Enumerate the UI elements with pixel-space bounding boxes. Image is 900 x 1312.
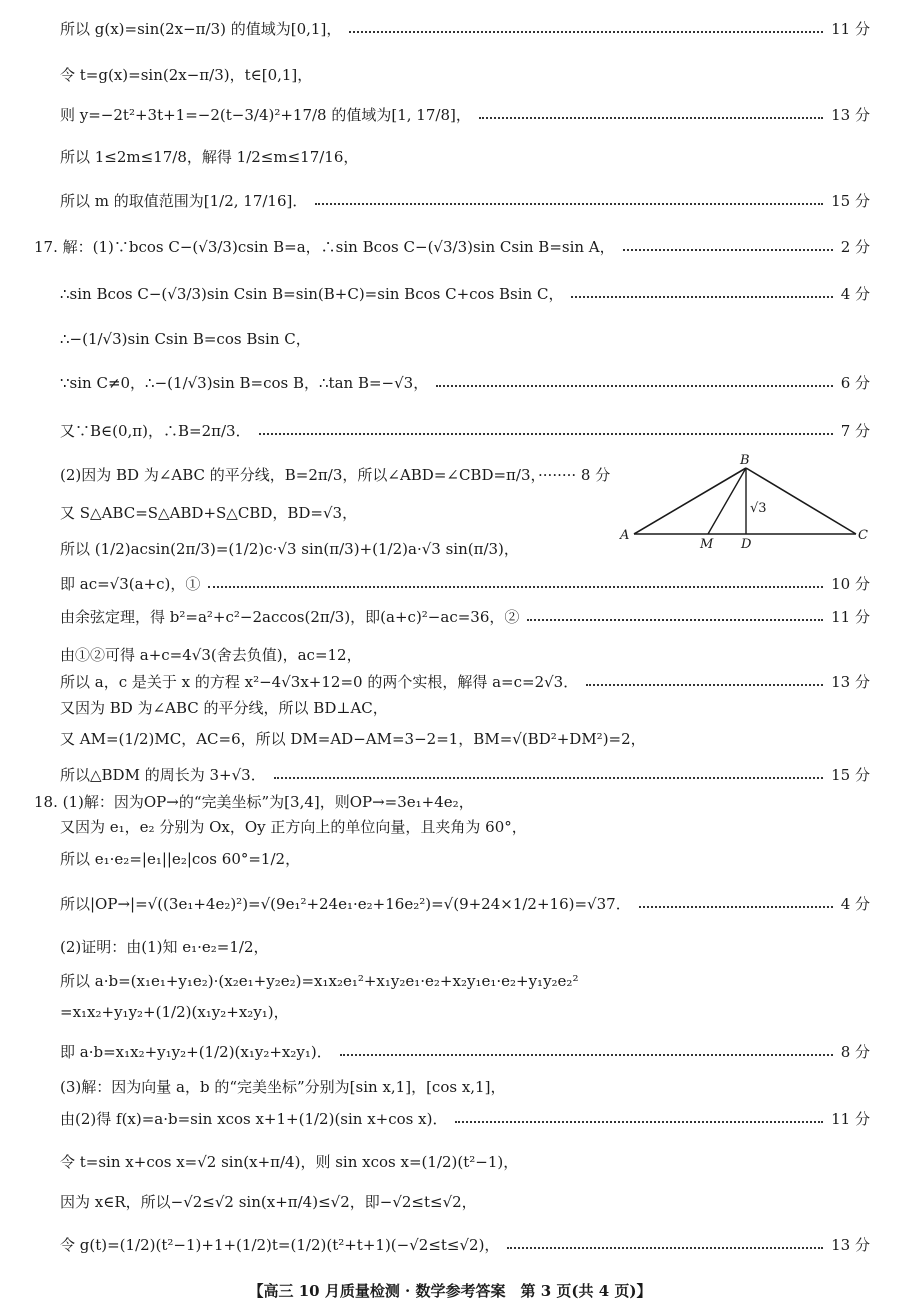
leader-dots	[639, 906, 833, 908]
label-c: C	[858, 528, 868, 543]
triangle-figure	[618, 452, 870, 548]
line-text: 令 g(t)=(1/2)(t²−1)+1+(1/2)t=(1/2)(t²+t+1)(−√2≤t≤√2)，	[60, 1236, 500, 1254]
answer-line	[60, 285, 870, 303]
answer-line	[60, 466, 610, 484]
answer-line	[60, 646, 870, 664]
line-text: 所以 e₁·e₂=|e₁||e₂|cos 60°=1/2，	[60, 850, 301, 868]
answer-line	[60, 330, 870, 348]
line-text: (2)证明：由(1)知 e₁·e₂=1/2，	[60, 938, 269, 956]
score-points: 4 分	[840, 895, 870, 913]
label-m: M	[700, 537, 714, 548]
line-text: 所以 g(x)=sin(2x−π/3) 的值域为[0,1]，	[60, 20, 342, 38]
line-text: ∵sin C≠0，∴−(1/√3)sin B=cos B，∴tan B=−√3，	[60, 374, 429, 392]
label-d: D	[741, 537, 752, 548]
score-points: 13 分	[831, 673, 870, 691]
answer-line	[60, 895, 870, 913]
page-footer: 【高三 10 月质量检测 · 数学参考答案 第 3 页(共 4 页)】	[248, 1282, 652, 1300]
answer-line	[60, 374, 870, 392]
line-text: 即 a·b=x₁x₂+y₁y₂+(1/2)(x₁y₂+x₂y₁)．	[60, 1043, 332, 1061]
line-text: 所以 a·b=(x₁e₁+y₁e₂)·(x₂e₁+y₂e₂)=x₁x₂e₁²+x₁y₂e₁·e₂+x₂y₁e₁·e₂+y₁y₂e₂²	[60, 972, 579, 990]
line-text: 又因为 BD 为∠ABC 的平分线，所以 BD⊥AC，	[60, 699, 388, 717]
line-text: (2)因为 BD 为∠ABC 的平分线，B=2π/3，所以∠ABD=∠CBD=π/3，········ 8 分	[60, 466, 611, 484]
line-text: 所以 (1/2)acsin(2π/3)=(1/2)c·√3 sin(π/3)+(1/2)a·√3 sin(π/3)，	[60, 540, 519, 558]
segment-ab	[634, 468, 746, 534]
leader-dots	[340, 1054, 833, 1056]
answer-line	[60, 1153, 870, 1171]
answer-line	[60, 766, 870, 784]
answer-line	[60, 148, 870, 166]
answer-line	[60, 66, 870, 84]
answer-line	[60, 1078, 870, 1096]
leader-dots	[527, 619, 823, 621]
answer-line	[60, 575, 870, 593]
leader-dots	[315, 203, 823, 205]
leader-dots	[507, 1247, 823, 1249]
answer-line	[60, 192, 870, 210]
leader-dots	[586, 684, 823, 686]
line-text: 所以 a，c 是关于 x 的方程 x²−4√3x+12=0 的两个实根，解得 a=c=2√3．	[60, 673, 579, 691]
answer-line	[34, 793, 870, 811]
line-text: 又因为 e₁，e₂ 分别为 Ox，Oy 正方向上的单位向量，且夹角为 60°，	[60, 818, 527, 836]
line-text: 令 t=g(x)=sin(2x−π/3)，t∈[0,1]，	[60, 66, 313, 84]
line-text: 由余弦定理，得 b²=a²+c²−2accos(2π/3)，即(a+c)²−ac=36，②	[60, 608, 520, 626]
line-text: 又∵B∈(0,π)，∴B=2π/3．	[60, 422, 251, 440]
answer-line	[60, 972, 870, 990]
answer-line	[60, 20, 870, 38]
leader-dots	[571, 296, 832, 298]
line-text: 所以△BDM 的周长为 3+√3．	[60, 766, 266, 784]
line-text: (3)解：因为向量 a，b 的“完美坐标”分别为[sin x,1]，[cos x,1]，	[60, 1078, 506, 1096]
score-points: 13 分	[831, 106, 870, 124]
line-text: ∴−(1/√3)sin Csin B=cos Bsin C，	[60, 330, 311, 348]
label-b: B	[740, 453, 750, 468]
answer-line	[60, 938, 870, 956]
line-text: 17. 解：(1)∵bcos C−(√3/3)csin B=a，∴sin Bcos C−(√3/3)sin Csin B=sin A，	[34, 238, 615, 256]
label-bd-length: √3	[750, 501, 767, 516]
score-points: 10 分	[831, 575, 870, 593]
leader-dots	[436, 385, 832, 387]
line-text: =x₁x₂+y₁y₂+(1/2)(x₁y₂+x₂y₁)，	[60, 1003, 289, 1021]
leader-dots	[349, 31, 823, 33]
answer-line	[60, 699, 870, 717]
leader-dots	[208, 586, 823, 588]
score-points: 11 分	[831, 20, 870, 38]
line-text: 所以 m 的取值范围为[1/2, 17/16]．	[60, 192, 308, 210]
line-text: 所以|OP→|=√((3e₁+4e₂)²)=√(9e₁²+24e₁·e₂+16e₂²)=√(9+24×1/2+16)=√37．	[60, 895, 631, 913]
line-text: ∴sin Bcos C−(√3/3)sin Csin B=sin(B+C)=sin Bcos C+cos Bsin C，	[60, 285, 564, 303]
answer-line	[60, 608, 870, 626]
score-points: 6 分	[840, 374, 870, 392]
score-points: 15 分	[831, 766, 870, 784]
answer-line	[60, 1003, 870, 1021]
answer-line	[60, 818, 870, 836]
leader-dots	[455, 1121, 823, 1123]
score-points: 13 分	[831, 1236, 870, 1254]
line-text: 18. (1)解：因为OP→的“完美坐标”为[3,4]，则OP→=3e₁+4e₂，	[34, 793, 474, 811]
answer-line	[60, 106, 870, 124]
score-points: 7 分	[840, 422, 870, 440]
answer-line	[60, 1193, 870, 1211]
leader-dots	[259, 433, 833, 435]
answer-line	[60, 422, 870, 440]
line-text: 则 y=−2t²+3t+1=−2(t−3/4)²+17/8 的值域为[1, 17/8]，	[60, 106, 471, 124]
score-points: 8 分	[840, 1043, 870, 1061]
line-text: 所以 1≤2m≤17/8，解得 1/2≤m≤17/16，	[60, 148, 359, 166]
leader-dots	[479, 117, 823, 119]
answer-line	[60, 730, 870, 748]
segment-bm	[708, 468, 746, 534]
line-text: 由(2)得 f(x)=a·b=sin xcos x+1+(1/2)(sin x+cos x)．	[60, 1110, 448, 1128]
line-text: 由①②可得 a+c=4√3(舍去负值)，ac=12，	[60, 646, 362, 664]
answer-line	[60, 1236, 870, 1254]
line-text: 又 S△ABC=S△ABD+S△CBD，BD=√3，	[60, 504, 358, 522]
label-a: A	[620, 528, 630, 543]
leader-dots	[623, 249, 833, 251]
answer-line	[60, 850, 870, 868]
line-text: 又 AM=(1/2)MC，AC=6，所以 DM=AD−AM=3−2=1，BM=√(BD²+DM²)=2，	[60, 730, 646, 748]
score-points: 11 分	[831, 608, 870, 626]
score-points: 2 分	[840, 238, 870, 256]
answer-line	[60, 1043, 870, 1061]
score-points: 4 分	[840, 285, 870, 303]
line-text: 因为 x∈R，所以−√2≤√2 sin(x+π/4)≤√2，即−√2≤t≤√2，	[60, 1193, 477, 1211]
leader-dots	[274, 777, 823, 779]
answer-line	[34, 238, 870, 256]
score-points: 15 分	[831, 192, 870, 210]
answer-line	[60, 673, 870, 691]
line-text: 令 t=sin x+cos x=√2 sin(x+π/4)，则 sin xcos x=(1/2)(t²−1)，	[60, 1153, 519, 1171]
score-points: 11 分	[831, 1110, 870, 1128]
answer-line	[60, 540, 610, 558]
answer-line	[60, 504, 610, 522]
answer-line	[60, 1110, 870, 1128]
line-text: 即 ac=√3(a+c)，①	[60, 575, 201, 593]
